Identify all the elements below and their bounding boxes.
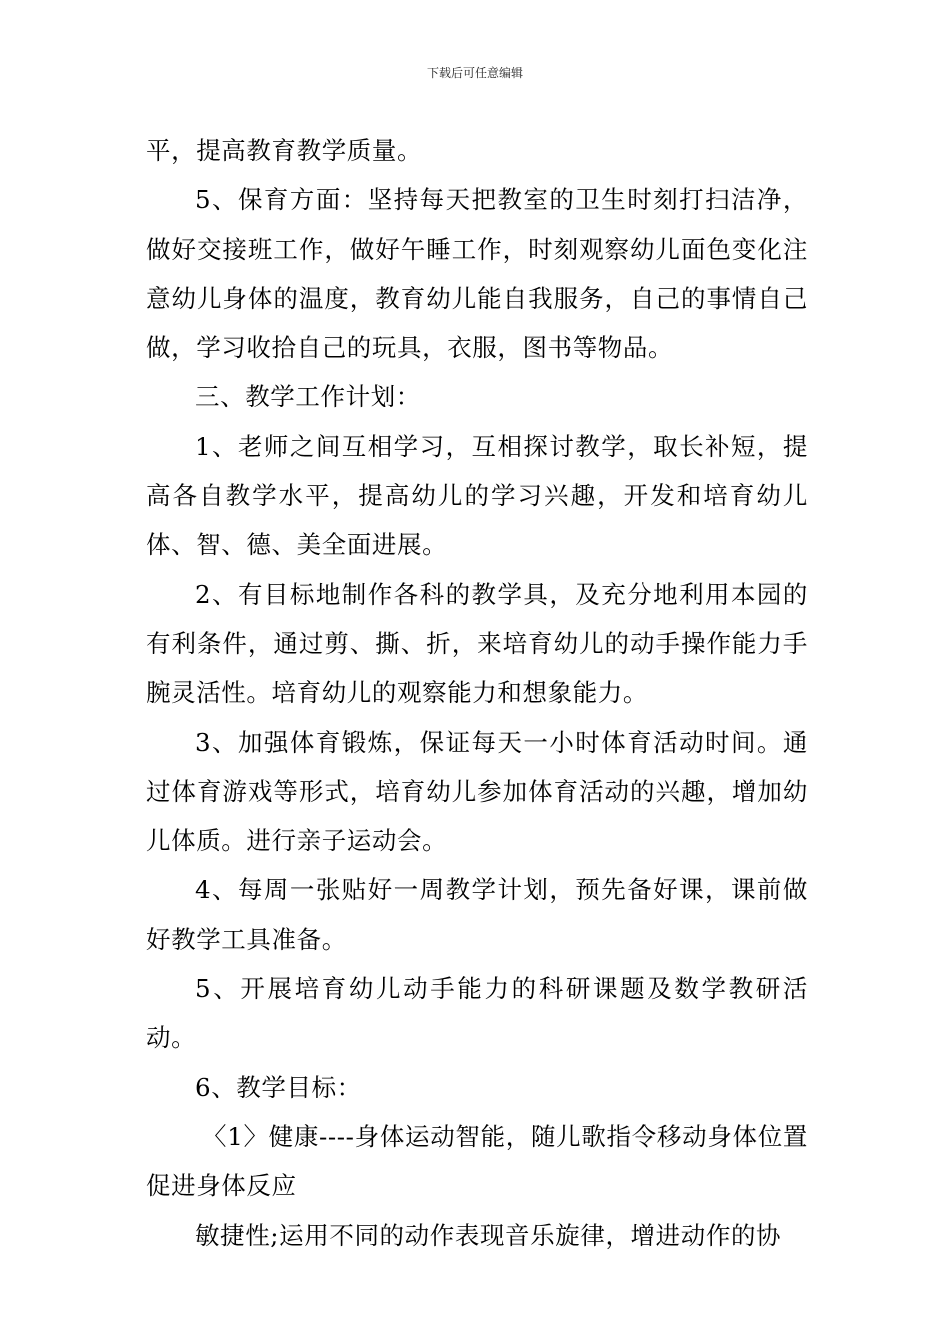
paragraph-goal-health-continued: 敏捷性;运用不同的动作表现音乐旋律，增进动作的协: [195, 1220, 782, 1250]
paragraph-item-2: 2、有目标地制作各科的教学具，及充分地利用本园的有利条件，通过剪、撕、折，来培育幼儿的动手操作能力手腕灵活性。培育幼儿的观察能力和想象能力。: [146, 579, 808, 708]
paragraph-item-3: 3、加强体育锻炼，保证每天一小时体育活动时间。通过体育游戏等形式，培育幼儿参加体育活动的兴趣，增加幼儿体质。进行亲子运动会。: [146, 727, 808, 856]
paragraph-care-aspect: 5、保育方面：坚持每天把教室的卫生时刻打扫洁净，做好交接班工作，做好午睡工作，时刻观察幼儿面色变化注意幼儿身体的温度，教育幼儿能自我服务，自己的事情自己做，学习收拾自己的玩具，衣服，图书等物品。: [146, 185, 808, 363]
paragraph-item-6: 6、教学目标：: [195, 1072, 362, 1102]
paragraph-item-4: 4、每周一张贴好一周教学计划，预先备好课，课前做好教学工具准备。: [146, 875, 808, 954]
section-heading-teaching-plan: 三、教学工作计划：: [195, 382, 421, 412]
document-body: [146, 126, 808, 1260]
paragraph-item-5: 5、开展培育幼儿动手能力的科研课题及数学教研活动。: [146, 974, 808, 1053]
paragraph-continuation: 平，提高教育教学质量。: [146, 136, 423, 165]
page-header: 下载后可任意编辑: [426, 66, 523, 80]
paragraph-item-1: 1、老师之间互相学习，互相探讨教学，取长补短，提高各自教学水平，提高幼儿的学习兴趣，开发和培育幼儿体、智、德、美全面进展。: [146, 431, 808, 560]
paragraph-goal-health: 〈1〉健康----身体运动智能，随儿歌指令移动身体位置促进身体反应: [146, 1121, 808, 1201]
